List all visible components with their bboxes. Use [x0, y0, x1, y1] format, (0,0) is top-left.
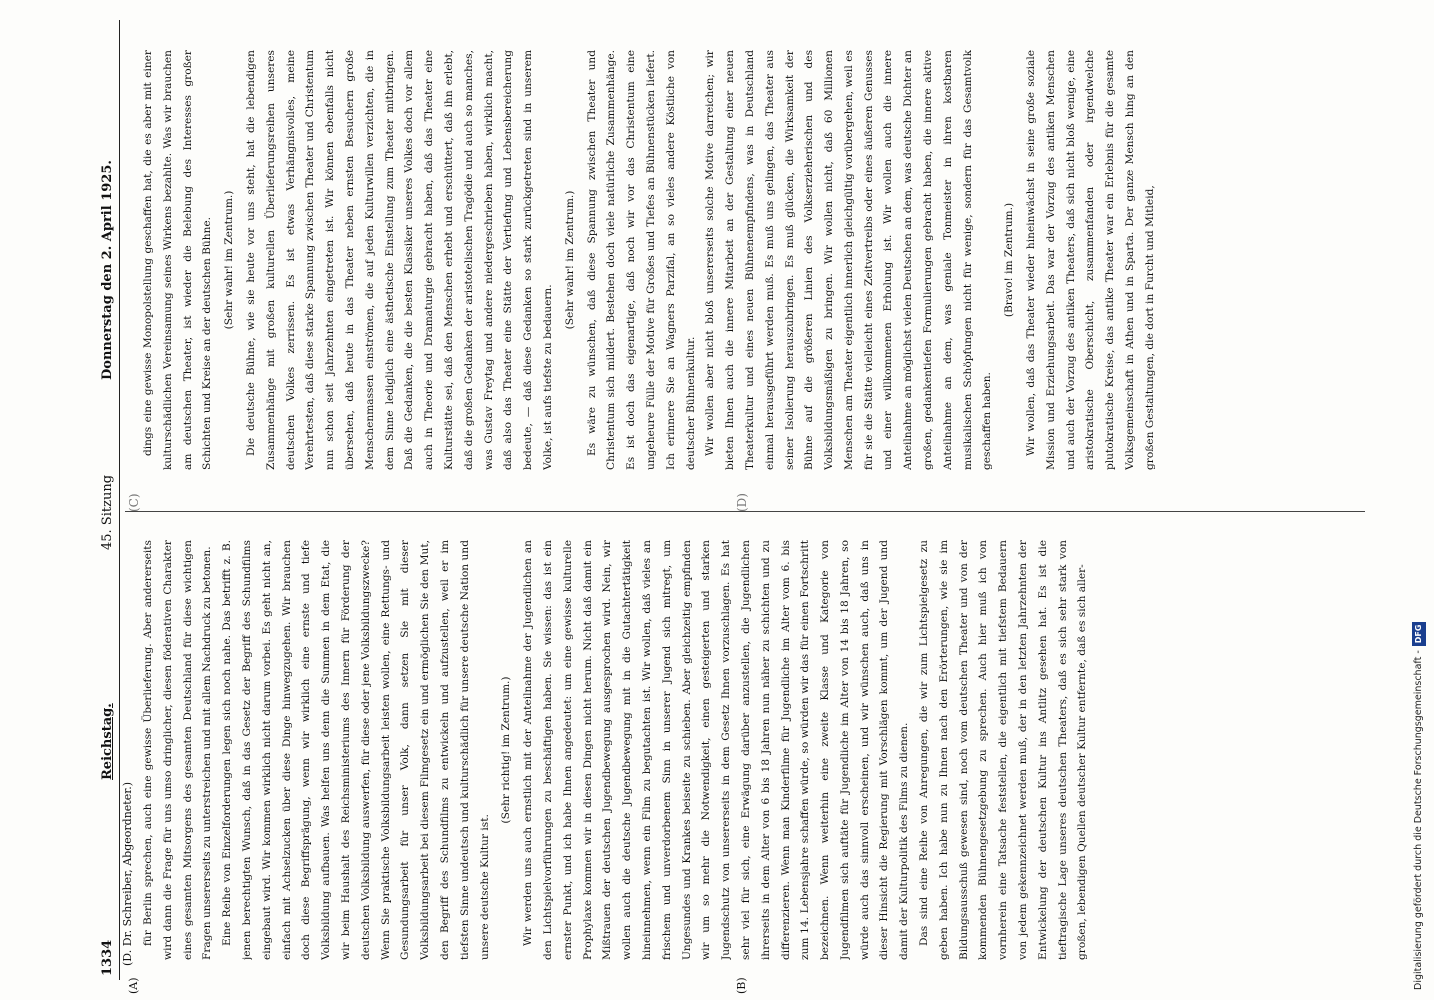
digitization-credit: [1412, 10, 1426, 990]
paragraph: für Berlin sprechen, auch eine gewisse Überlieferung. Aber andererseits wird dann die Frage für uns umso dringlicher, diesen föderativen Charakter eines gesamten Mitsorgens des gesamten Deutschland für diese wichtigen Fragen unsererseits zu unterstreichen und mit allem Nachdruck zu betonen.: [142, 540, 214, 960]
paragraph: Es wäre zu wünschen, daß diese Spannung zwischen Theater und Christentum sich mildert. Bestehen doch viele natürliche Zusammenhänge. Es ist doch das eigenartige, daß noch wir vor das Christentum eine ungeheure Fülle der Motive für Großes und Tiefes an Bühnenstücken liefert. Ich erinnere Sie an Wagners Parzifal, an so vieles andere Köstliche von deutscher Bühnenkultur.: [585, 50, 697, 470]
session-date: Donnerstag den 2. April 1925.: [100, 160, 115, 380]
paragraph: dings eine gewisse Monopolstellung geschaffen hat, die es aber mit einer kulturschädlichen Vereinsamung seines Wirkens bezahlte. Was wir brauchen am deutschen Theater, ist wieder die Belebung des Interesses großer Schichten und Kreise an der deutschen Bühne.: [142, 50, 214, 470]
interjection: (Sehr richtig! im Zentrum.): [500, 676, 513, 824]
interjection: (Sehr wahr! im Zentrum.): [223, 190, 236, 330]
interjection: (Bravo! im Zentrum.): [1003, 202, 1016, 318]
page-header: [95, 20, 121, 980]
session-label: 45. Sitzung: [100, 474, 115, 550]
paragraph: Das sind eine Reihe von Anregungen, die wir zum Lichtspielgesetz zu geben haben. Ich habe nun zu Ihnen nach den Erörterungen, wie sie im Bildungsausschuß gewesen sind, noch vom deutschen Theater und von der kommenden Bühnengesetzgebung zu sprechen. Auch hier muß ich von vornherein eine Tatsache feststellen, die eigentlich mit tiefstem Bedauern von jedem gekennzeichnet werden muß, der in den letzten Jahrzehnten der Entwickelung der deutschen Kultur ins Antlitz gesehen hat. Es ist die tieftragische Lage unseres deutschen Theaters, daß es sich sehr stark von großen, lebendigen Quellen deutscher Kultur entfernte, daß es sich aller-: [918, 540, 1089, 960]
rotated-document: [95, 20, 1395, 994]
page-number: 1334: [100, 939, 115, 976]
interjection: (Sehr wahr! im Zentrum.): [563, 190, 576, 330]
header-rule: [119, 20, 120, 980]
paper-title: Reichstag.: [100, 703, 115, 780]
paragraph: Wir werden uns auch ernstlich mit der Anteilnahme der Jugendlichen an den Lichtspielvorführungen zu beschäftigen haben. Sie wissen: das ist ein ernster Punkt, und ich habe Ihnen angedeutet: um eine gewisse kulturelle Prophylaxe kommen wir in diesen Dingen nicht herum. Nicht daß damit ein Mißtrauen der deutschen Jugendbewegung ausgesprochen wird. Nein, wir wollen auch die deutsche Jugendbewegung mit in die Gutachtertätigkeit hineinnehmen, wenn ein Film zu begutachten ist. Wir wollen, daß vieles an frischem und unverdorbenem Sinn in unserer Jugend sich mitregt, um Ungesundes und Krankes beiseite zu schieben. Aber gleichzeitig empfinden wir um so mehr die Notwendigkeit, einen gesteigerten und starken Jugendschutz von unsererseits in dem Gesetz Ihnen vorzuschlagen. Es hat sehr viel für sich, eine Erwägung darüber anzustellen, die Jugendlichen ihrerseits in dem Alter von 6 bis 18 Jahren nun näher zu schichten und zu differenzieren. Wenn man Kinderfilme für Jugendliche im Alter vom 6. bis zum 14. Lebensjahre schaffen würde, so würden wir das für einen Fortschritt bezeichnen. Wenn weiterhin eine zweite Klasse und Kategorie von Jugendfilmen sich auftäte für Jugendliche im Alter von 14 bis 18 Jahren, so würde auch das sinnvoll erscheinen, und wir wünschen auch, daß uns in dieser Hinsicht die Regierung mit Vorschlägen kommt, um der Jugend und damit der Kulturpolitik des Films zu dienen.: [522, 540, 911, 960]
margin-mark-d: (D): [735, 493, 749, 512]
speaker-line: (D. Dr. Schreiber, Abgeordneter.): [121, 781, 134, 966]
paragraph: Eine Reihe von Einzelforderungen legen sich noch nahe. Das betrifft z. B. jenen berechtigten Wunsch, daß in das Gesetz der Begriff des Schundfilms eingebaut wird. Wir kommen wirklich nicht darum vorbei. Es geht nicht an, einfach mit Achselzucken über diese Dinge hinwegzugehen. Wir brauchen doch diese Begriffsprägung, wenn wir wirklich eine ernste und tiefe Volksbildung aufbauen. Was helfen uns denn die Summen in dem Etat, die wir beim Haushalt des Reichsministeriums des Innern für Förderung der deutschen Volksbildung auswerfen, für diese oder jene Volksbildungszwecke? Wenn Sie praktische Volksbildungsarbeit leisten wollen, eine Rettungs- und Gesundungsarbeit für unser Volk, dann setzen Sie mit dieser Volksbildungsarbeit bei diesem Filmgesetz ein und ermöglichen Sie den Mut, den Begriff des Schundfilms zu entwickeln und aufzustellen, weil er im tiefsten Sinne undeutsch und kulturschädlich für unsere deutsche Nation und unsere deutsche Kultur ist.: [221, 540, 491, 960]
margin-mark-c: (C): [127, 493, 141, 512]
paragraph: Die deutsche Bühne, wie sie heute vor uns steht, hat die lebendigen Zusammenhänge mit großen kulturellen Überlieferungsreihen unseres deutschen Volkes zerrissen. Es ist etwas Verhängnisvolles, meine Verehrtesten, daß diese starke Spannung zwischen Theater und Christentum nun schon seit Jahrzehnten eingetreten ist. Wir können ebenfalls nicht übersehen, daß heute in das Theater neben ernsten Besuchern große Menschenmassen einströmen, die auf jeden Kulturwillen verzichten, die in dem Sinne lediglich eine ästhetische Einstellung zum Theater mitbringen. Daß die Gedanken, die die besten Klassiker unseres Volkes doch vor allem auch in Theorie und Dramaturgie gebracht haben, daß das Theater eine Kulturstätte sei, daß den Menschen erhebt und erschüttert, daß ihn erlebt, daß die großen Gedanken der aristotelischen Tragödie und auch so manches, was Gustav Freytag und andere niedergeschrieben haben, wirklich macht, daß also das Theater eine Stätte der Vertiefung und Lebensbereicherung bedeute, — daß diese Gedanken so stark zurückgetreten sind in unserem Volke, ist aufs tiefste zu bedauern.: [244, 50, 554, 470]
paragraph: Wir wollen, daß das Theater wieder hineinwächst in seine große soziale Mission und Erziehungsarbeit. Das war der Vorzug des antiken Menschen und auch der Vorzug des antiken Theaters, daß sich nicht bloß wenige, eine aristokratische Oberschicht, zusammenfanden oder irgendwelche plutokratische Kreise, das antike Theater war ein Erlebnis für die gesamte Volksgemeinschaft in Athen und in Sparta. Der ganze Mensch hing an den großen Gestaltungen, die dort in Furcht und Mitleid,: [1025, 50, 1156, 470]
paragraph: Wir wollen aber nicht bloß unsererseits solche Motive darreichen; wir bieten Ihnen auch die innere Mitarbeit an der Gestaltung einer neuen Theaterkultur und eines neuen Bühnenempfindens, was in Deutschland einmal herausgeführt werden muß. Es muß uns gelingen, das Theater aus seiner Isolierung herauszubringen. Es muß glücken, die Wirksamkeit der Bühne auf die größeren Linien des Volkserzieherischen und des Volksbildungsmäßigen zu bringen. Wir wollen nicht, daß 60 Millionen Menschen am Theater eigentlich innerlich gleichgültig vorübergehen, weil es für sie die Stätte vielleicht eines Zeitvertreibs oder eines äußeren Genusses und einer willkommenen Erholung ist. Wir wollen auch die innere Anteilnahme an möglichst vielen Deutschen an dem, was deutsche Dichter an großen, gedankentiefen Formulierungen gebracht haben, die innere aktive Anteilnahme an dem, was geniale Tonmeister in ihren kostbaren musikalischen Schöpfungen nicht für wenige, sondern für das Gesamtvolk geschaffen haben.: [704, 50, 994, 470]
left-column: [139, 540, 1369, 960]
right-column: [139, 50, 1369, 470]
margin-mark-a: (A): [127, 977, 140, 994]
dfg-logo: DFG: [1412, 622, 1426, 647]
margin-mark-b: (B): [735, 977, 748, 994]
credit-text: Digitalisierung gefördert durch die Deutsche Forschungsgemeinschaft -: [1413, 650, 1424, 990]
